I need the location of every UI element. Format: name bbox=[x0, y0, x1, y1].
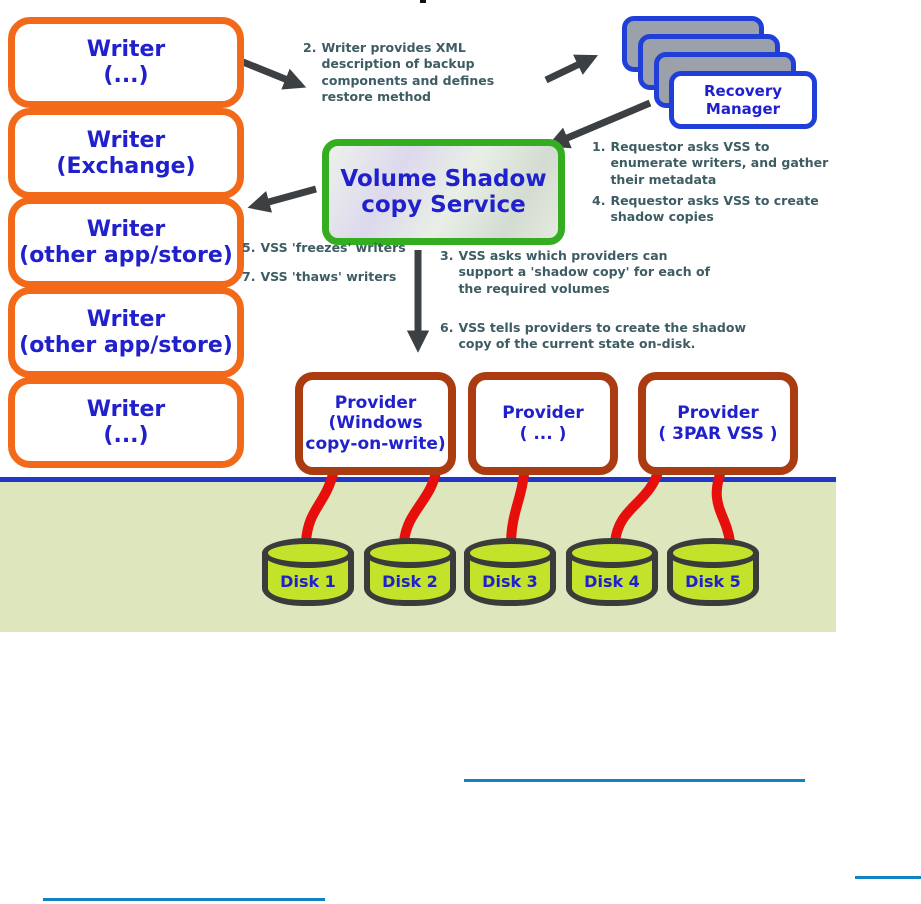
disk-cylinder-4 bbox=[566, 538, 658, 614]
provider-label: Provider bbox=[334, 392, 417, 413]
provider-label: Provider bbox=[502, 403, 584, 424]
writer-box-3 bbox=[8, 197, 244, 288]
annotation-step-3 bbox=[440, 248, 720, 297]
writer-label: Writer bbox=[86, 128, 166, 154]
disk-cylinder-2 bbox=[364, 538, 456, 614]
annotation-text: VSS asks which providers can support a 'shadow copy' for each of the required volumes bbox=[458, 248, 711, 296]
annotation-text: VSS 'thaws' writers bbox=[260, 269, 397, 284]
link-underline-3[interactable] bbox=[43, 898, 325, 901]
writer-label: Writer bbox=[86, 217, 166, 243]
link-underline-1[interactable] bbox=[464, 779, 805, 782]
writer-label: Writer bbox=[86, 397, 166, 423]
annotation-text: Requestor asks VSS to enumerate writers, and gather their metadata bbox=[610, 139, 829, 187]
annotation-number: 2. bbox=[303, 40, 317, 55]
disk-label: Disk 4 bbox=[584, 572, 640, 591]
annotation-step-2 bbox=[303, 40, 538, 105]
annotation-text: Requestor asks VSS to create shadow copies bbox=[610, 193, 819, 225]
link-underline-2[interactable] bbox=[855, 876, 921, 879]
provider-box-windows bbox=[295, 372, 456, 475]
annotation-step-1 bbox=[592, 139, 837, 188]
writer-box-5 bbox=[8, 377, 244, 468]
annotation-number: 3. bbox=[440, 248, 454, 263]
volume-shadow-copy-service-box bbox=[322, 139, 565, 245]
artifact-mark bbox=[420, 0, 426, 3]
writer-sublabel: (...) bbox=[103, 62, 149, 88]
disk-top bbox=[667, 538, 759, 568]
annotation-text: Writer provides XML description of backup components and defines restore method bbox=[321, 40, 495, 104]
writer-box-2 bbox=[8, 108, 244, 199]
annotation-step-4 bbox=[592, 193, 852, 226]
disk-top bbox=[364, 538, 456, 568]
provider-sublabel: (Windows bbox=[328, 413, 423, 434]
annotation-number: 5. bbox=[242, 240, 256, 255]
writer-sublabel: (other app/store) bbox=[19, 242, 233, 268]
arrow-writer-to-recovery bbox=[238, 60, 300, 85]
recovery-manager-label: Recovery bbox=[703, 82, 783, 100]
disk-top bbox=[464, 538, 556, 568]
annotation-text: VSS tells providers to create the shadow copy of the current state on-disk. bbox=[458, 320, 747, 352]
annotation-text: VSS 'freezes' writers bbox=[260, 240, 406, 255]
vss-label-line2: copy Service bbox=[361, 192, 526, 218]
provider-box-3par-vss bbox=[638, 372, 798, 475]
provider-box-generic bbox=[468, 372, 618, 475]
writer-sublabel: (Exchange) bbox=[56, 153, 196, 179]
disk-top bbox=[262, 538, 354, 568]
provider-label: Provider bbox=[677, 403, 759, 424]
arrow-into-recovery-stack bbox=[546, 58, 592, 80]
arrow-recovery-to-vss bbox=[553, 103, 650, 144]
annotation-number: 7. bbox=[242, 269, 256, 284]
writer-box-4 bbox=[8, 287, 244, 378]
annotation-step-7 bbox=[242, 269, 442, 285]
writer-box-1 bbox=[8, 17, 244, 108]
annotation-step-5 bbox=[242, 240, 442, 256]
writer-sublabel: (...) bbox=[103, 422, 149, 448]
disk-label: Disk 1 bbox=[280, 572, 336, 591]
disk-top bbox=[566, 538, 658, 568]
provider-sublabel: ( 3PAR VSS ) bbox=[658, 423, 778, 444]
annotation-number: 4. bbox=[592, 193, 606, 208]
provider-sublabel: ( ... ) bbox=[519, 423, 567, 444]
annotation-step-6 bbox=[440, 320, 770, 353]
disk-cylinder-1 bbox=[262, 538, 354, 614]
writer-label: Writer bbox=[86, 37, 166, 63]
annotation-number: 1. bbox=[592, 139, 606, 154]
disk-label: Disk 5 bbox=[685, 572, 741, 591]
recovery-manager-sublabel: Manager bbox=[705, 100, 781, 118]
arrow-vss-to-writer bbox=[254, 189, 316, 206]
disk-cylinder-3 bbox=[464, 538, 556, 614]
writer-sublabel: (other app/store) bbox=[19, 332, 233, 358]
provider-sublabel2: copy-on-write) bbox=[305, 433, 446, 454]
disk-cylinder-5 bbox=[667, 538, 759, 614]
disk-label: Disk 3 bbox=[482, 572, 538, 591]
vss-label-line1: Volume Shadow bbox=[340, 165, 547, 192]
writer-label: Writer bbox=[86, 307, 166, 333]
recovery-manager-box bbox=[669, 71, 817, 129]
disk-label: Disk 2 bbox=[382, 572, 438, 591]
annotation-number: 6. bbox=[440, 320, 454, 335]
